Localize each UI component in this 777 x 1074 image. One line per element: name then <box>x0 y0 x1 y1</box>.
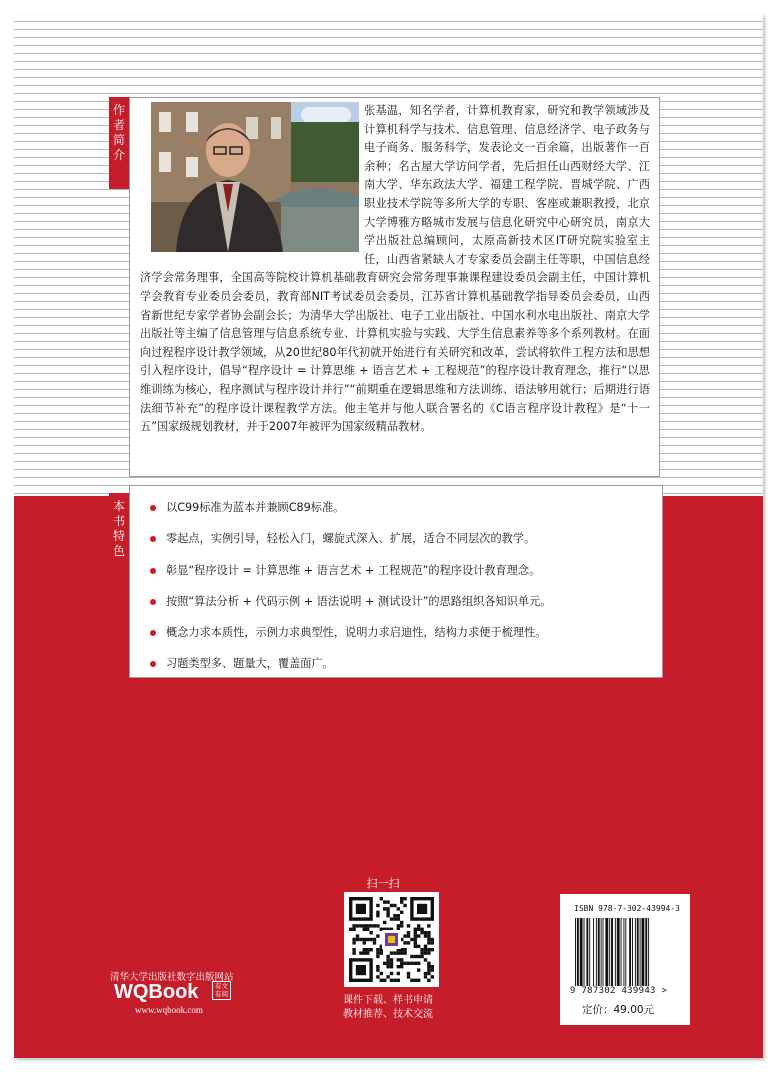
bullet-icon <box>150 599 156 605</box>
feature-text: 按照“算法分析 + 代码示例 + 语法说明 + 测试设计”的思路组织各知识单元。 <box>166 594 552 608</box>
bullet-icon <box>150 568 156 574</box>
tab-char: 者 <box>112 118 125 132</box>
features-list <box>150 498 552 686</box>
bullet-icon <box>150 630 156 636</box>
author-bio: 张基温，知名学者，计算机教育家，研究和教学领域涉及计算机科学与技术、信息管理、信息经济学、电子政务与电子商务、服务科学，发表论文一百余篇，出版著作一百余种；名古屋大学访问学者，先后担任山西财经大学、江南大学、华东政法大学、福建工程学院、晋城学院、广西职业技术学院等多所大学的专职、客座或兼职教授，北京大学博雅方略城市发展与信息化研究中心研究员，南京大学出版社总编顾问，太原高新技术区IT研究院实验室主任，山西省紧缺人才专家委员会副主任等职，中国信息经济学会常务理事，全国高等院校计算机基础教育研究会常务理事兼课程建设委员会副主任，中国计算机学会教育专业委员会委员，教育部NIT考试委员会委员，江苏省计算机基础教学指导委员会委员，山西省新世纪专家学者协会副会长；为清华大学出版社、电子工业出版社、中国水利水电出版社、南京大学出版社等主编了信息管理与信息系统专业、计算机实验与实践、大学生信息素养等多个系列教材。在面向过程程序设计教学领域，从20世纪80年代初就开始进行有关研究和改革，尝试将软件工程方法和思想引入程序设计，倡导“程序设计 = 计算思维 + 语言艺术 + 工程规范”的程序设计教育理念，推行“以思维训练为核心，程序测试与程序设计并行”“前期重在逻辑思维和方法训练、语法够用就行；后期进行语法细节补充”的程序设计课程教学方法。他主笔并与他人联合署名的《C语言程序设计教程》是“十一五”国家级规划教材，并于2007年被评为国家级精品教材。 <box>140 104 650 434</box>
qr-label: 扫一扫 <box>366 877 400 890</box>
bullet-icon <box>150 536 156 542</box>
tab-char: 书 <box>112 514 125 528</box>
features-tab <box>109 493 129 585</box>
price: 定价：49.00元 <box>582 1004 655 1016</box>
tab-char: 本 <box>112 499 125 513</box>
feature-item <box>150 561 552 592</box>
feature-item <box>150 529 552 560</box>
bullet-icon <box>150 505 156 511</box>
qr-caption-line: 教材推荐、技术交流 <box>343 1009 433 1020</box>
publisher-seal: 有文 有阅 <box>212 981 231 1000</box>
feature-item <box>150 654 552 685</box>
tab-char: 色 <box>112 544 125 558</box>
tab-char: 介 <box>112 148 125 162</box>
isbn-label: ISBN 978-7-302-43994-3 <box>574 904 680 913</box>
feature-item <box>150 623 552 654</box>
book-back-cover <box>14 14 763 1058</box>
tab-char: 作 <box>112 103 125 117</box>
qr-code[interactable] <box>344 892 439 987</box>
qr-caption-line: 课件下载、样书申请 <box>343 995 433 1006</box>
qr-caption <box>319 994 457 1022</box>
feature-text: 彰显“程序设计 = 计算思维 + 语言艺术 + 工程规范”的程序设计教育理念。 <box>166 563 541 577</box>
feature-text: 习题类型多、题量大，覆盖面广。 <box>166 657 334 671</box>
feature-text: 以C99标准为蓝本并兼顾C89标准。 <box>166 501 345 514</box>
feature-item <box>150 592 552 623</box>
feature-text: 概念力求本质性，示例力求典型性，说明力求启迪性，结构力求便于梳理性。 <box>166 626 547 640</box>
publisher-logo: WQBook <box>114 981 199 1003</box>
feature-item <box>150 498 552 529</box>
bullet-icon <box>150 661 156 667</box>
feature-text: 零起点，实例引导，轻松入门，螺旋式深入、扩展，适合不同层次的教学。 <box>166 532 536 546</box>
features-box <box>129 485 663 678</box>
isbn-panel <box>560 894 690 1025</box>
isbn-number: 9 787302 439943 > <box>570 986 668 996</box>
publisher-url[interactable]: www.wqbook.com <box>135 1005 203 1015</box>
author-intro-box <box>129 97 660 477</box>
publisher-name: 清华大学出版社数字出版网站 <box>110 972 234 983</box>
tab-char: 简 <box>112 133 125 147</box>
photo-spacer <box>140 102 364 256</box>
author-intro-tab <box>109 97 129 189</box>
tab-char: 特 <box>112 529 125 543</box>
barcode-icon <box>574 918 678 986</box>
